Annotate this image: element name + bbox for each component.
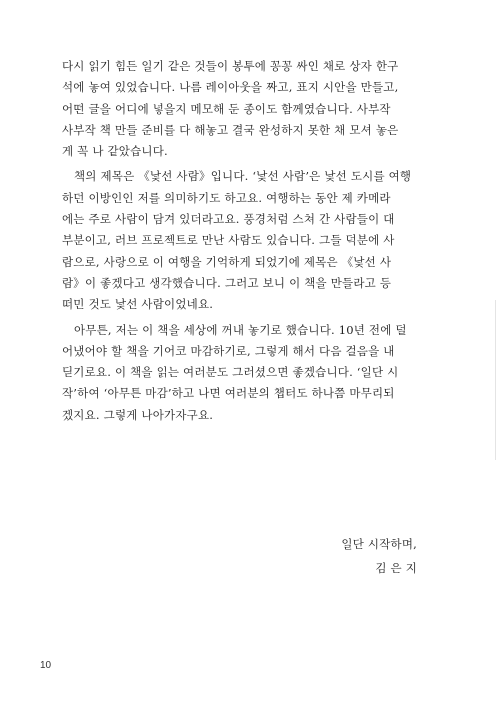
signature-block: [341, 532, 417, 580]
body-text: [62, 56, 442, 426]
text-line: 하던 이방인인 저를 의미하기도 하고요. 여행하는 동안 제 카메라: [62, 190, 391, 205]
text-line: 작’하여 ‘아무튼 마감’하고 나면 여러분의 챕터도 하나쯤 마무리되: [62, 386, 395, 401]
text-line: 겠지요. 그렇게 나아가자구요.: [62, 407, 214, 422]
text-line: 다시 읽기 힘든 일기 같은 것들이 봉투에 꽁꽁 싸인 채로 상자 한구: [62, 59, 399, 73]
text-line: 아무튼, 저는 이 책을 세상에 꺼내 놓기로 했습니다. 10년 전에 덜: [74, 322, 407, 337]
text-line: 부분이고, 러브 프로젝트로 만난 사람도 있습니다. 그들 덕분에 사: [62, 233, 395, 248]
text-line: 게 꼭 나 같았습니다.: [62, 144, 168, 159]
text-line: 떠민 것도 낯선 사람이었네요.: [62, 297, 214, 312]
text-line: 책의 제목은 《낯선 사람》입니다. ‘낯선 사람’은 낯선 도시를 여행: [74, 169, 412, 184]
text-line: 람》이 좋겠다고 생각했습니다. 그러고 보니 이 책을 만들라고 등: [62, 275, 392, 290]
page-edge-line: [495, 300, 496, 460]
paragraph-1: [62, 56, 442, 162]
paragraph-3: [62, 320, 442, 426]
text-line: 석에 놓여 있었습니다. 나름 레이아웃을 짜고, 표지 시안을 만들고,: [62, 80, 399, 95]
page-number: 10: [40, 660, 52, 671]
text-line: 어떤 글을 어디에 넣을지 메모해 둔 종이도 함께였습니다. 사부작: [62, 101, 391, 116]
text-line: 어냈어야 할 책을 기어코 마감하기로, 그렇게 해서 다음 걸음을 내: [62, 343, 395, 358]
closing-line: 일단 시작하며,: [341, 537, 417, 551]
text-line: 딛기로요. 이 책을 읽는 여러분도 그러셨으면 좋겠습니다. ‘일단 시: [62, 365, 399, 380]
text-line: 사부작 책 만들 준비를 다 해놓고 결국 완성하지 못한 채 모셔 놓은: [62, 122, 399, 137]
text-line: 람으로, 사랑으로 이 여행을 기억하게 되었기에 제목은 《낯선 사: [62, 254, 392, 269]
author-name: 김 은 지: [375, 561, 417, 575]
paragraph-2: [62, 166, 442, 315]
text-line: 에는 주로 사람이 담겨 있더라고요. 풍경처럼 스쳐 간 사람들이 대: [62, 212, 395, 227]
